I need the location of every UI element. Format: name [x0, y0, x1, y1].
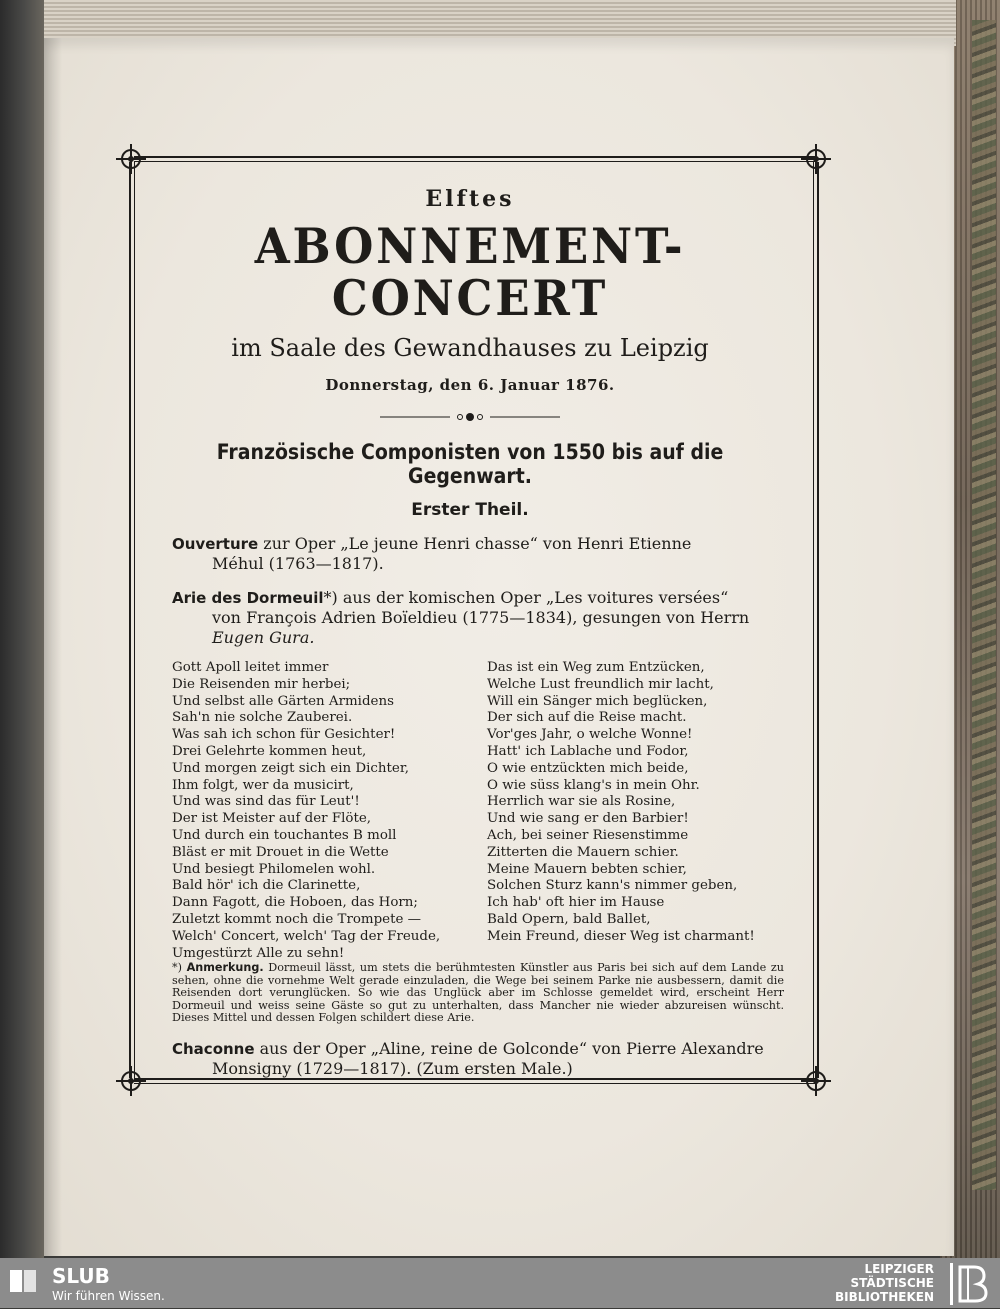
concert-number: Elftes: [425, 186, 515, 212]
slub-name[interactable]: SLUB: [52, 1264, 110, 1288]
slub-tagline: Wir führen Wissen.: [52, 1289, 165, 1303]
footnote-heading: Anmerkung.: [186, 961, 264, 974]
program-item-arie: [172, 588, 782, 648]
lsb-name[interactable]: LEIPZIGER STÄDTISCHE BIBLIOTHEKEN: [834, 1262, 934, 1304]
lyrics-line: O wie süss klang's in mein Ohr.: [487, 777, 700, 793]
part-title: Erster Theil.: [411, 500, 529, 520]
lyrics-line: Ach, bei seiner Riesenstimme: [487, 827, 689, 843]
lyrics-line: Will ein Sänger mich beglücken,: [487, 693, 708, 709]
footnote-marker: *): [323, 588, 338, 607]
lyrics-line: Und besiegt Philomelen wohl.: [172, 861, 376, 877]
viewer-footer: [0, 1258, 1000, 1308]
lyrics-line: Drei Gelehrte kommen heut,: [172, 743, 367, 759]
program-item-chaconne: [172, 1039, 782, 1079]
lyrics-line: Mein Freund, dieser Weg ist charmant!: [487, 928, 755, 944]
lyrics-line: Die Reisenden mir herbei;: [172, 676, 351, 692]
section-title: Französische Componisten von 1550 bis auf die Gegenwart.: [216, 440, 724, 488]
lyrics-line: Was sah ich schon für Gesichter!: [172, 727, 396, 743]
item-heading: Chaconne: [172, 1039, 255, 1058]
lyrics-line: Sah'n nie solche Zauberei.: [172, 710, 353, 726]
lyrics-line: Bläst er mit Drouet in die Wette: [172, 844, 389, 860]
program-content: [120, 168, 820, 1079]
frame-top: [134, 156, 816, 158]
lyrics-line: Ihm folgt, wer da musicirt,: [172, 777, 354, 793]
program-item-ouverture: [172, 534, 782, 574]
frame-bottom-inner: [134, 1083, 816, 1084]
item-text-continued: Monsigny (1729—1817). (Zum ersten Male.): [212, 1058, 573, 1078]
item-text: zur Oper „Le jeune Henri chasse“ von Henri Etienne: [258, 534, 692, 553]
lyrics-column-left: [172, 660, 440, 962]
lyrics-line: Welch' Concert, welch' Tag der Freude,: [172, 928, 441, 944]
item-heading: Ouverture: [172, 535, 259, 553]
concert-title: ABONNEMENT-CONCERT: [254, 217, 686, 327]
item-text-continued: Méhul (1763—1817).: [212, 554, 384, 573]
lyrics-line: Und wie sang er den Barbier!: [487, 811, 689, 827]
lyrics-column-right: [487, 660, 755, 946]
lyrics-line: Hatt' ich Lablache und Fodor,: [487, 743, 689, 759]
lyrics-line: Gott Apoll leitet immer: [172, 660, 329, 675]
lyrics-line: O wie entzückten mich beide,: [487, 760, 689, 776]
lyrics-line: Der sich auf die Reise macht.: [487, 710, 687, 726]
item-heading: Arie des Dormeuil: [172, 589, 324, 607]
lyrics-line: Bald hör' ich die Clarinette,: [172, 878, 361, 894]
singer-name: Eugen Gura.: [212, 628, 315, 647]
lyrics-line: Und durch ein touchantes B moll: [172, 827, 397, 843]
lyrics-line: Dann Fagott, die Hoboen, das Horn;: [172, 895, 418, 911]
concert-venue: im Saale des Gewandhauses zu Leipzig: [231, 334, 709, 362]
lyrics-line: Vor'ges Jahr, o welche Wonne!: [487, 727, 693, 743]
lyrics-line: Welche Lust freundlich mir lacht,: [487, 676, 714, 692]
lyrics-line: Umgestürzt Alle zu sehn!: [172, 945, 345, 961]
footnote-marker: *): [172, 961, 182, 974]
lyrics-line: Zuletzt kommt noch die Trompete —: [172, 911, 422, 927]
lyrics-line: Herrlich war sie als Rosine,: [487, 794, 676, 810]
footnote-text: Dormeuil lässt, um stets die berühmtesten Künstler aus Paris bei sich auf dem Lande zu sehen, ohne die vornehme Welt gerade einzuladen, die Wege bei seinem Parke nie ausbessern, damit die Reisenden dort verunglücken. So wie das Unglück aber im Schlosse gemeldet wird, erscheint Herr Dormeuil und weiss seine Gäste so gut zu unterhalten, dass Mancher nie wieder abzureisen wünscht. Dieses Mittel und dessen Folgen schildert diese Arie.: [172, 961, 784, 1025]
lyrics-line: Und morgen zeigt sich ein Dichter,: [172, 760, 410, 776]
slub-logo-icon[interactable]: [8, 1266, 38, 1296]
lyrics-line: Ich hab' oft hier im Hause: [487, 895, 665, 911]
item-text: aus der komischen Oper „Les voitures versées“: [337, 588, 729, 607]
lyrics-line: Zitterten die Mauern schier.: [487, 844, 679, 860]
item-text-continued: von François Adrien Boïeldieu (1775—1834), gesungen von Herrn Eugen Gura.: [212, 608, 750, 647]
item-text: aus der Oper „Aline, reine de Golconde“ von Pierre Alexandre: [254, 1038, 764, 1058]
lyrics-line: Das ist ein Weg zum Entzücken,: [487, 660, 705, 675]
footnote: [172, 962, 784, 1025]
lyrics-line: Meine Mauern bebten schier,: [487, 861, 687, 877]
lsb-logo-icon[interactable]: [950, 1263, 992, 1305]
lyrics-line: Und was sind das für Leut'!: [172, 794, 360, 810]
divider-ornament: [380, 408, 560, 420]
lyrics-line: Bald Opern, bald Ballet,: [487, 911, 651, 927]
aria-lyrics: [172, 660, 802, 961]
frame-top-inner: [134, 161, 816, 162]
lyrics-line: Solchen Sturz kann's nimmer geben,: [487, 878, 738, 894]
lyrics-line: Und selbst alle Gärten Armidens: [172, 693, 394, 709]
lyrics-line: Der ist Meister auf der Flöte,: [172, 811, 372, 827]
concert-date: Donnerstag, den 6. Januar 1876.: [325, 376, 615, 394]
book-cover-edge: [0, 0, 44, 1258]
